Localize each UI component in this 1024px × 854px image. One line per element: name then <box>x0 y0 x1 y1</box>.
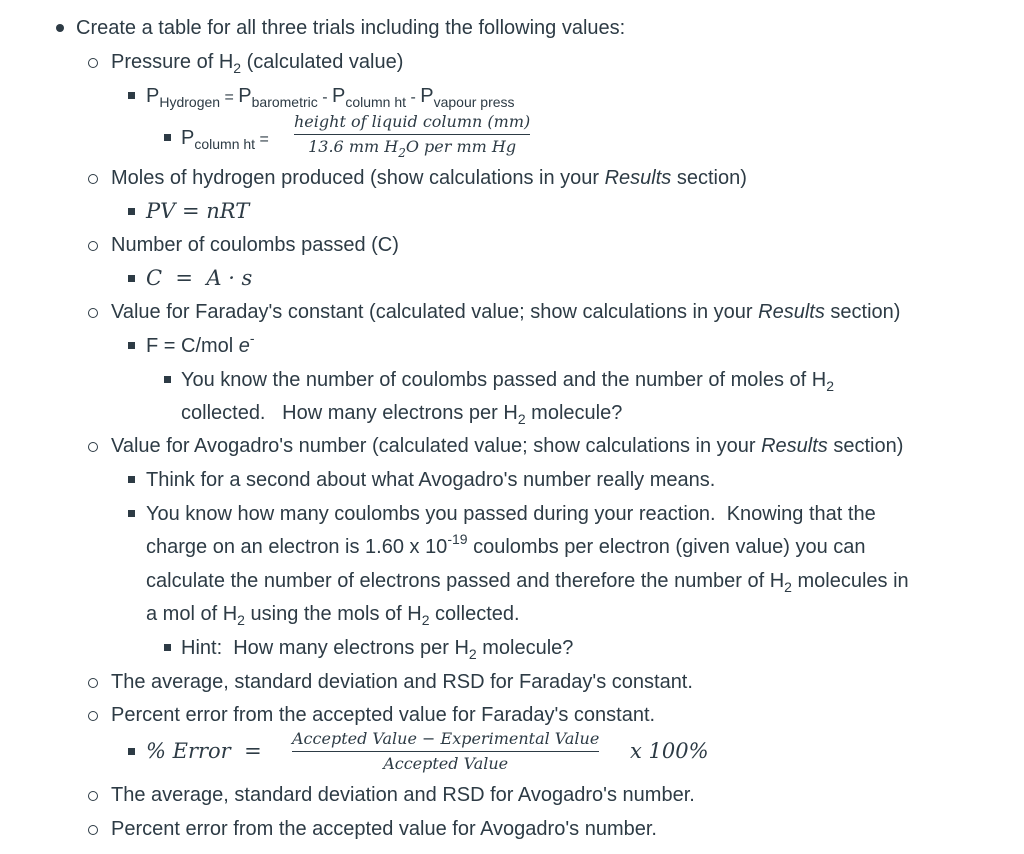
faraday-equation: F = C/mol e- <box>146 330 255 357</box>
circle-bullet-icon <box>88 241 98 251</box>
square-bullet-icon <box>128 342 135 349</box>
item-pressure: Pressure of $H_2$ (calculated value) <box>111 51 404 76</box>
faraday-hint-line-2: collected. How many electrons per $H_2$ molecule? <box>181 402 623 427</box>
item-faraday: Value for Faraday's constant (calculated value; show calculations in your Results section) <box>111 301 901 323</box>
faraday-hint-line-1: You know the number of coulombs passed and the number of moles of $H_2$ <box>181 369 834 394</box>
bullet-icon <box>56 24 64 32</box>
pressure-formula: $P_{Hydrogen} = P_{barometric} - P_{column ht} - P_{vapour press}$ <box>146 85 515 110</box>
item-coulombs: Number of coulombs passed (C) <box>111 234 399 256</box>
column-ht-fraction: height of liquid column (mm) 13.6 mm $H_2O$ per mm Hg <box>294 112 531 160</box>
square-bullet-icon <box>128 275 135 282</box>
circle-bullet-icon <box>88 791 98 801</box>
avogadro-para-line-2: charge on an electron is 1.60 x $10^{-19}$ coulombs per electron (given value) you can <box>146 531 866 558</box>
circle-bullet-icon <box>88 711 98 721</box>
square-bullet-icon <box>128 208 135 215</box>
coulomb-equation: C = A · s <box>146 266 253 290</box>
circle-bullet-icon <box>88 825 98 835</box>
percent-error-lhs: % Error = <box>146 739 262 763</box>
square-bullet-icon <box>128 476 135 483</box>
ideal-gas-equation: PV = nRT <box>146 199 250 223</box>
avogadro-para-line-1: You know how many coulombs you passed during your reaction. Knowing that the <box>146 503 876 525</box>
circle-bullet-icon <box>88 678 98 688</box>
percent-error-rhs: x 100% <box>630 739 709 763</box>
circle-bullet-icon <box>88 308 98 318</box>
circle-bullet-icon <box>88 58 98 68</box>
item-percent-error-faraday: Percent error from the accepted value for Faraday's constant. <box>111 704 656 726</box>
avogadro-hint: Hint: How many electrons per $H_2$ molecule? <box>181 637 574 662</box>
percent-error-fraction: Accepted Value − Experimental Value Accepted Value <box>292 729 600 773</box>
square-bullet-icon <box>164 376 171 383</box>
square-bullet-icon <box>164 644 171 651</box>
item-average-avogadro: The average, standard deviation and RSD for Avogadro's number. <box>111 784 695 806</box>
avogadro-para-line-3: calculate the number of electrons passed and therefore the number of $H_2$ molecules in <box>146 570 909 595</box>
item-percent-error-avogadro: Percent error from the accepted value for Avogadro's number. <box>111 818 657 840</box>
square-bullet-icon <box>128 510 135 517</box>
item-avogadro: Value for Avogadro's number (calculated value; show calculations in your Results section) <box>111 435 904 457</box>
circle-bullet-icon <box>88 174 98 184</box>
item-average-faraday: The average, standard deviation and RSD for Faraday's constant. <box>111 671 693 693</box>
square-bullet-icon <box>128 748 135 755</box>
circle-bullet-icon <box>88 442 98 452</box>
square-bullet-icon <box>128 92 135 99</box>
avogadro-think: Think for a second about what Avogadro's number really means. <box>146 469 716 491</box>
square-bullet-icon <box>164 134 171 141</box>
column-ht-label: $P_{column ht}$ = <box>181 127 269 152</box>
avogadro-para-line-4: a mol of $H_2$ using the mols of $H_2$ collected. <box>146 603 520 628</box>
item-moles: Moles of hydrogen produced (show calculations in your Results section) <box>111 167 747 189</box>
instruction-heading: Create a table for all three trials including the following values: <box>76 17 626 39</box>
